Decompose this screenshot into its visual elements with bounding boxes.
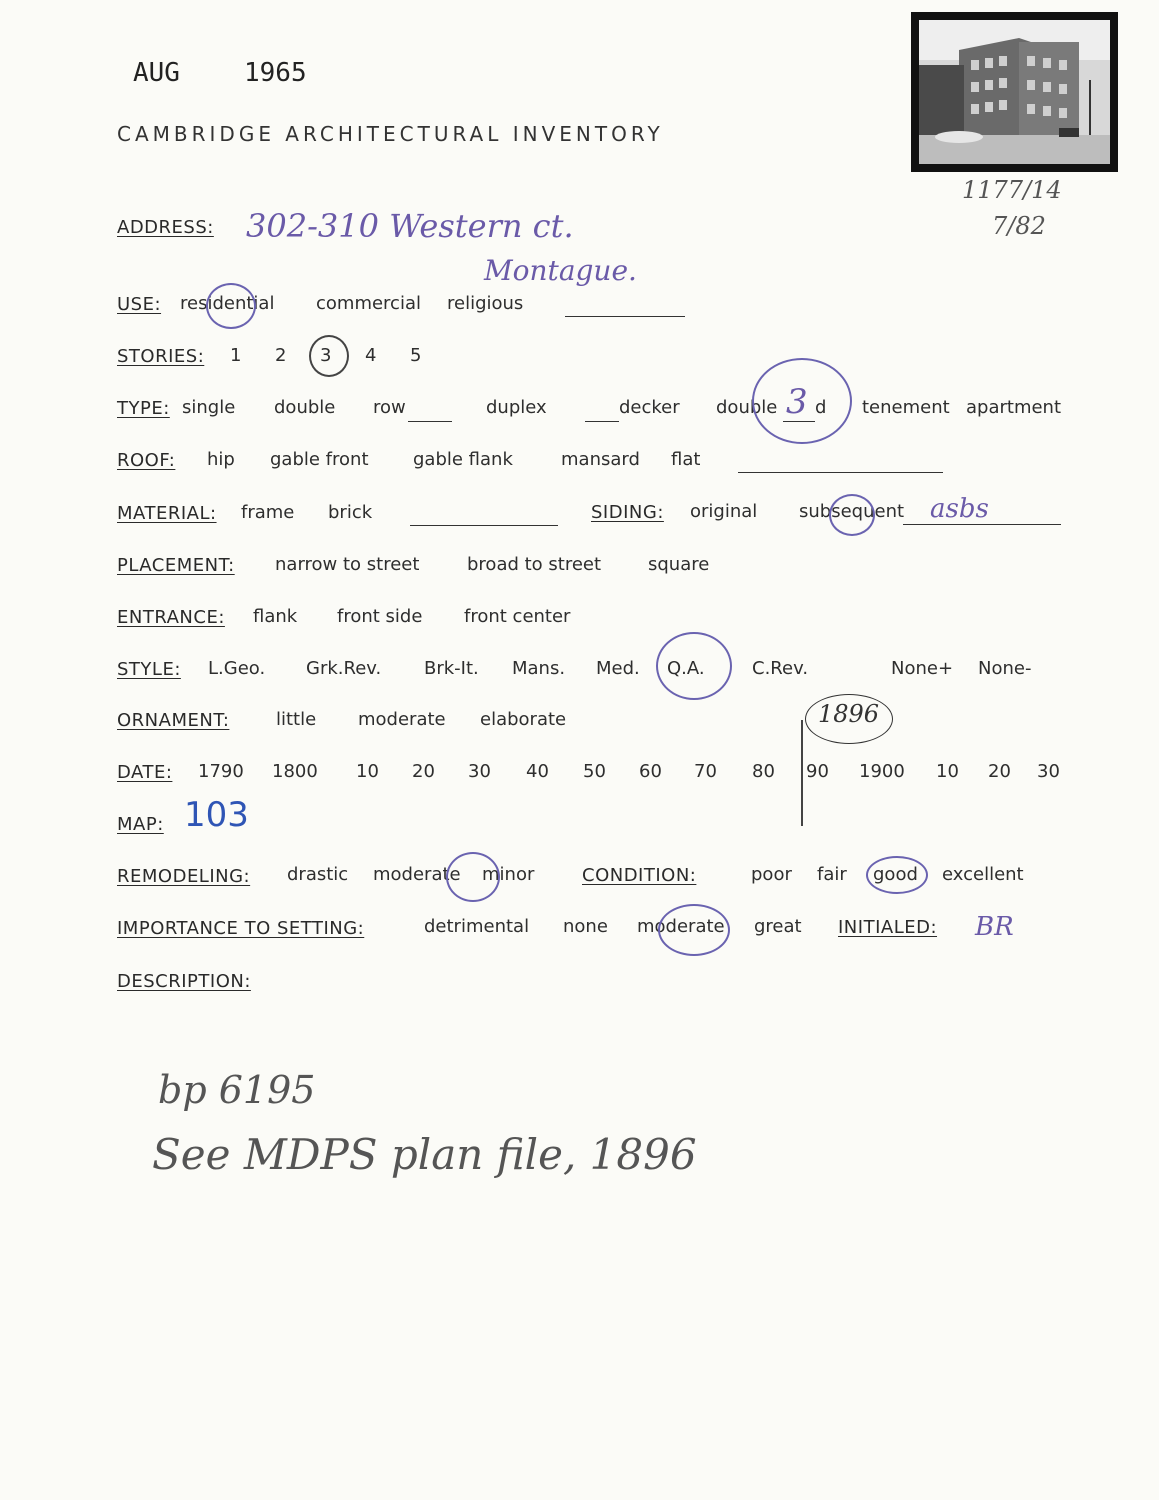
style-option-mans: Mans. [512, 658, 566, 679]
date-option-90: 90 [806, 761, 829, 782]
roof-label: ROOF: [117, 450, 176, 471]
address-label: ADDRESS: [117, 217, 214, 238]
style-option-qa: Q.A. [667, 658, 705, 679]
date-marker-line [801, 720, 803, 826]
siding-blank-line [903, 524, 1061, 525]
type-option-double: double [274, 397, 336, 418]
map-label: MAP: [117, 814, 164, 835]
date-option-1920: 20 [988, 761, 1011, 782]
date-option-1930: 30 [1037, 761, 1060, 782]
material-option-frame: frame [241, 502, 295, 523]
address-line2: Montague. [484, 254, 637, 287]
condition-selection-circle [866, 856, 928, 894]
type-row-blank [408, 421, 452, 422]
stories-option-3: 3 [320, 345, 332, 366]
importance-selection-circle [658, 904, 730, 956]
ref-date: 7/82 [992, 212, 1046, 240]
condition-label: CONDITION: [582, 865, 697, 886]
date-option-70: 70 [694, 761, 717, 782]
roof-option-flat: flat [671, 449, 701, 470]
entrance-label: ENTRANCE: [117, 607, 225, 628]
date-label: DATE: [117, 762, 173, 783]
material-blank-line [410, 525, 558, 526]
use-option-commercial: commercial [316, 293, 421, 314]
siding-handwritten: asbs [930, 494, 989, 524]
entrance-option-front-side: front side [337, 606, 423, 627]
roof-option-mansard: mansard [561, 449, 640, 470]
roof-option-gable-front: gable front [270, 449, 369, 470]
use-option-residential: residential [180, 293, 275, 314]
importance-option-great: great [754, 916, 802, 937]
initialed-label: INITIALED: [838, 917, 938, 938]
siding-option-subsequent: subsequent [799, 501, 905, 522]
address-line1: 302-310 Western ct. [246, 207, 574, 245]
siding-option-original: original [690, 501, 758, 522]
type-option-apartment: apartment [966, 397, 1062, 418]
roof-option-gable-flank: gable flank [413, 449, 513, 470]
type-decker-blank [585, 421, 619, 422]
style-option-none-plus: None+ [891, 658, 954, 679]
style-option-lgeo: L.Geo. [208, 658, 266, 679]
use-blank-line [565, 316, 685, 317]
stories-selection-circle [309, 335, 349, 377]
remodeling-option-moderate: moderate [373, 864, 461, 885]
style-option-none-minus: None- [978, 658, 1032, 679]
siding-selection-circle [829, 494, 875, 536]
description-label: DESCRIPTION: [117, 971, 251, 992]
stories-option-4: 4 [365, 345, 377, 366]
description-line2: See MDPS plan file, 1896 [152, 1130, 697, 1179]
remodeling-label: REMODELING: [117, 866, 251, 887]
type-option-single: single [182, 397, 236, 418]
type-option-row: row [373, 397, 406, 418]
importance-option-none: none [563, 916, 608, 937]
description-line1: bp 6195 [158, 1068, 316, 1112]
style-option-grkrev: Grk.Rev. [306, 658, 382, 679]
roof-blank-line [738, 472, 943, 473]
building-photo-image [919, 20, 1110, 164]
stories-option-2: 2 [275, 345, 287, 366]
placement-option-square: square [648, 554, 710, 575]
placement-option-narrow: narrow to street [275, 554, 420, 575]
map-value: 103 [184, 795, 249, 835]
remodeling-option-drastic: drastic [287, 864, 349, 885]
use-option-religious: religious [447, 293, 524, 314]
initialed-value: BR [975, 912, 1014, 942]
roof-option-hip: hip [207, 449, 235, 470]
condition-option-good: good [873, 864, 918, 885]
remodeling-selection-circle [446, 852, 500, 902]
header-month: AUG [133, 58, 180, 88]
type-option-duplex: duplex [486, 397, 547, 418]
stories-option-1: 1 [230, 345, 242, 366]
ornament-option-little: little [276, 709, 317, 730]
ornament-option-moderate: moderate [358, 709, 446, 730]
condition-option-poor: poor [751, 864, 792, 885]
remodeling-option-minor: minor [482, 864, 535, 885]
condition-option-fair: fair [817, 864, 847, 885]
building-photo [911, 12, 1118, 172]
date-option-10: 10 [356, 761, 379, 782]
date-handwritten: 1896 [818, 700, 880, 728]
date-option-1910: 10 [936, 761, 959, 782]
entrance-option-flank: flank [253, 606, 298, 627]
style-option-brkit: Brk-It. [424, 658, 479, 679]
style-selection-circle [656, 632, 732, 700]
date-option-40: 40 [526, 761, 549, 782]
type-option-double-decker: double [716, 397, 778, 418]
date-option-1900: 1900 [859, 761, 905, 782]
ornament-label: ORNAMENT: [117, 710, 230, 731]
material-label: MATERIAL: [117, 503, 217, 524]
date-option-1790: 1790 [198, 761, 244, 782]
style-option-crev: C.Rev. [752, 658, 809, 679]
placement-option-broad: broad to street [467, 554, 602, 575]
stories-label: STORIES: [117, 346, 205, 367]
date-option-1800: 1800 [272, 761, 318, 782]
ref-number: 1177/14 [962, 176, 1062, 204]
ornament-option-elaborate: elaborate [480, 709, 567, 730]
type-option-tenement: tenement [862, 397, 950, 418]
placement-label: PLACEMENT: [117, 555, 235, 576]
style-label: STYLE: [117, 659, 181, 680]
condition-option-excellent: excellent [942, 864, 1024, 885]
date-option-20: 20 [412, 761, 435, 782]
date-option-50: 50 [583, 761, 606, 782]
type-selection-circle [752, 358, 852, 444]
type-handwritten-number: 3 [786, 382, 808, 422]
inventory-title: CAMBRIDGE ARCHITECTURAL INVENTORY [117, 122, 664, 146]
date-option-30: 30 [468, 761, 491, 782]
entrance-option-front-center: front center [464, 606, 571, 627]
importance-option-moderate: moderate [637, 916, 725, 937]
siding-label: SIDING: [591, 502, 664, 523]
style-option-med: Med. [596, 658, 640, 679]
date-option-80: 80 [752, 761, 775, 782]
type-option-decker: decker [619, 397, 680, 418]
use-selection-circle [206, 283, 256, 329]
header-year: 1965 [244, 58, 307, 88]
material-option-brick: brick [328, 502, 373, 523]
type-label: TYPE: [117, 398, 170, 419]
importance-label: IMPORTANCE TO SETTING: [117, 918, 365, 939]
use-label: USE: [117, 294, 162, 315]
type-option-d: d [815, 397, 827, 418]
stories-option-5: 5 [410, 345, 422, 366]
importance-option-detrimental: detrimental [424, 916, 530, 937]
date-option-60: 60 [639, 761, 662, 782]
